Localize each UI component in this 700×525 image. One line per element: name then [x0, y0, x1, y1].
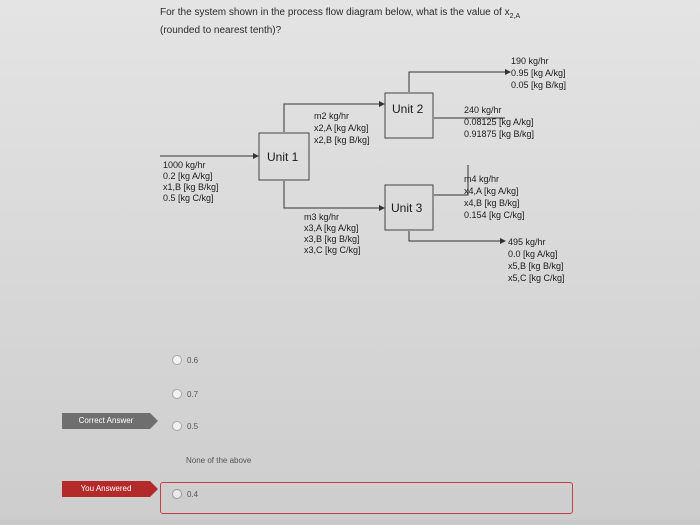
svg-text:0.154 [kg C/kg]: 0.154 [kg C/kg]	[464, 210, 525, 220]
svg-text:m4 kg/hr: m4 kg/hr	[464, 174, 500, 184]
radio-option-2[interactable]	[172, 389, 182, 399]
svg-text:x2,A [kg A/kg]: x2,A [kg A/kg]	[314, 123, 369, 133]
unit2-top-labels	[511, 56, 566, 90]
radio-option-1[interactable]	[172, 355, 182, 365]
svg-text:0.05 [kg B/kg]: 0.05 [kg B/kg]	[511, 80, 567, 90]
svg-text:0.0 [kg A/kg]: 0.0 [kg A/kg]	[508, 249, 558, 259]
svg-text:240 kg/hr: 240 kg/hr	[464, 105, 502, 115]
svg-text:0.5 [kg C/kg]: 0.5 [kg C/kg]	[163, 193, 214, 203]
stream5-labels	[508, 237, 565, 283]
radio-option-3[interactable]	[172, 421, 182, 431]
svg-text:x1,B [kg B/kg]: x1,B [kg B/kg]	[163, 182, 219, 192]
unit1-label: Unit 1	[267, 150, 299, 164]
svg-text:0.08125 [kg A/kg]: 0.08125 [kg A/kg]	[464, 117, 534, 127]
stream3-labels	[304, 212, 361, 255]
svg-text:x5,B [kg B/kg]: x5,B [kg B/kg]	[508, 261, 564, 271]
svg-text:x2,B [kg B/kg]: x2,B [kg B/kg]	[314, 135, 370, 145]
correct-answer-tag: Correct Answer	[62, 413, 150, 429]
svg-text:x3,C [kg C/kg]: x3,C [kg C/kg]	[304, 245, 361, 255]
svg-text:m2 kg/hr: m2 kg/hr	[314, 111, 350, 121]
svg-text:1000 kg/hr: 1000 kg/hr	[163, 160, 206, 170]
svg-text:0.91875 [kg B/kg]: 0.91875 [kg B/kg]	[464, 129, 535, 139]
option-3[interactable]: 0.5	[172, 421, 198, 431]
stream4-labels	[464, 174, 525, 220]
option-5[interactable]: 0.4	[172, 489, 198, 499]
question-text: For the system shown in the process flow diagram below, what is the value of $x_{2,A}$ (rounded to nearest tenth)?	[160, 7, 521, 36]
unit2-top-arrow	[409, 72, 510, 92]
svg-text:x4,B [kg B/kg]: x4,B [kg B/kg]	[464, 198, 520, 208]
selected-answer-box	[160, 482, 573, 514]
svg-text:m3 kg/hr: m3 kg/hr	[304, 212, 340, 222]
svg-text:190 kg/hr: 190 kg/hr	[511, 56, 549, 66]
svg-text:x4,A [kg A/kg]: x4,A [kg A/kg]	[464, 186, 519, 196]
svg-text:0.2 [kg A/kg]: 0.2 [kg A/kg]	[163, 171, 213, 181]
svg-text:x3,B [kg B/kg]: x3,B [kg B/kg]	[304, 234, 360, 244]
unit2-label: Unit 2	[392, 102, 424, 116]
svg-text:x3,A [kg A/kg]: x3,A [kg A/kg]	[304, 223, 359, 233]
feed-stream-labels	[163, 160, 219, 203]
you-answered-tag: You Answered	[62, 481, 150, 497]
stream2-labels	[314, 111, 370, 145]
stream5-arrow	[409, 231, 505, 241]
option-4[interactable]: None of the above	[186, 456, 252, 465]
svg-text:495 kg/hr: 495 kg/hr	[508, 237, 546, 247]
unit3-label: Unit 3	[391, 201, 423, 215]
svg-text:x5,C [kg C/kg]: x5,C [kg C/kg]	[508, 273, 565, 283]
stream3-arrow	[284, 181, 384, 208]
unit3-top-line	[434, 165, 468, 195]
svg-text:0.95 [kg A/kg]: 0.95 [kg A/kg]	[511, 68, 566, 78]
option-2[interactable]: 0.7	[172, 389, 198, 399]
unit2-bottom-labels	[464, 105, 534, 139]
bottom-edge	[0, 520, 700, 525]
option-1[interactable]: 0.6	[172, 355, 198, 365]
